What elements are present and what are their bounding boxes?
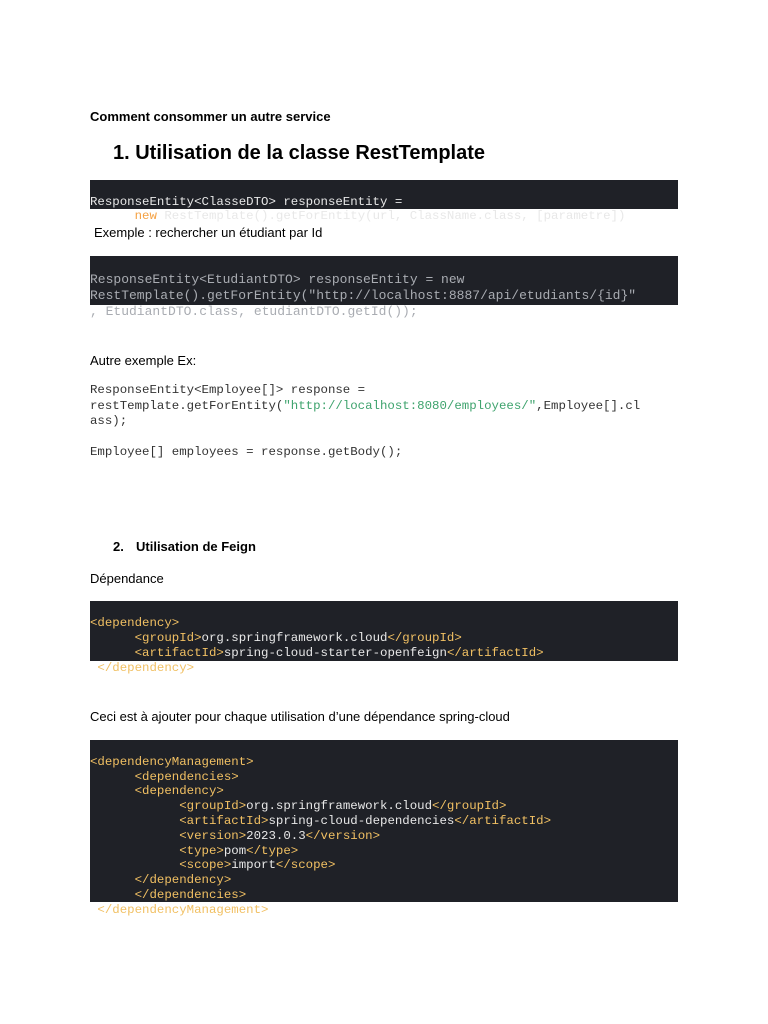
code-line-indent [90, 631, 135, 645]
xml-tag: <scope> [90, 858, 232, 873]
code-line: ResponseEntity<ClasseDTO> responseEntity = [90, 194, 403, 209]
other-example-label: Autre exemple Ex: [90, 353, 197, 368]
code-keyword-new: new [134, 209, 157, 223]
xml-tag: <dependency> [90, 784, 224, 799]
xml-tag: <dependencies> [90, 769, 239, 784]
code-block-resttemplate-signature [90, 180, 678, 223]
xml-tag: </groupId> [432, 799, 507, 814]
code-string-url: "http://localhost:8080/employees/" [283, 398, 537, 413]
heading-feign: Utilisation de Feign [136, 539, 256, 554]
xml-tag: <groupId> [134, 631, 202, 645]
xml-tag: <version> [90, 828, 247, 843]
code-line: , EtudiantDTO.class, etudiantDTO.getId()); [90, 304, 418, 319]
code-line: ResponseEntity<Employee[]> response = [90, 383, 366, 397]
dependency-label: Dépendance [90, 571, 164, 586]
xml-tag: <type> [90, 843, 224, 858]
xml-tag: </type> [246, 843, 299, 858]
xml-value: 2023.0.3 [246, 828, 306, 843]
code-line: RestTemplate().getForEntity(url, ClassName.class, [parametre]) [156, 209, 626, 223]
xml-tag: </dependency> [90, 873, 232, 888]
code-line-indent [90, 646, 135, 660]
xml-tag: </dependencyManagement> [90, 902, 269, 917]
code-block-etudiant-example [90, 256, 678, 319]
xml-tag: </artifactId> [454, 813, 552, 828]
heading-feign-number: 2. [113, 539, 124, 554]
code-line-indent [90, 209, 135, 223]
spring-cloud-note: Ceci est à ajouter pour chaque utilisation d’une dépendance spring-cloud [90, 709, 510, 724]
xml-value: org.springframework.cloud [201, 631, 388, 645]
xml-tag: </dependency> [90, 661, 195, 675]
xml-tag: </scope> [275, 858, 336, 873]
xml-value: spring-cloud-dependencies [268, 813, 455, 828]
code-block-employee-example [90, 383, 640, 430]
xml-tag: </artifactId> [446, 646, 544, 660]
heading-resttemplate: 1. Utilisation de la classe RestTemplate [113, 142, 485, 164]
xml-value: import [231, 858, 276, 873]
code-block-dependency-management [90, 740, 678, 917]
xml-value: org.springframework.cloud [246, 799, 433, 814]
code-line: ass); [90, 414, 128, 428]
xml-tag: <artifactId> [90, 813, 269, 828]
example-label: Exemple : rechercher un étudiant par Id [94, 225, 323, 240]
xml-tag: </version> [305, 828, 381, 843]
section-title: Comment consommer un autre service [90, 109, 331, 124]
xml-value: pom [223, 843, 247, 858]
code-line: ResponseEntity<EtudiantDTO> responseEntity = new [90, 272, 465, 287]
xml-tag: <artifactId> [134, 646, 224, 660]
code-line: ,Employee[].cl [536, 398, 641, 413]
code-line-get-body: Employee[] employees = response.getBody(); [90, 445, 403, 459]
code-block-feign-dependency [90, 601, 678, 675]
code-line: restTemplate.getForEntity( [90, 398, 284, 413]
xml-tag: <dependency> [90, 616, 180, 630]
xml-value: spring-cloud-starter-openfeign [223, 646, 447, 660]
xml-tag: </groupId> [387, 631, 462, 645]
xml-tag: <dependencyManagement> [90, 754, 254, 769]
code-line: RestTemplate().getForEntity("http://localhost:8887/api/etudiants/{id}" [90, 288, 637, 303]
xml-tag: <groupId> [90, 799, 247, 814]
xml-tag: </dependencies> [90, 887, 247, 902]
